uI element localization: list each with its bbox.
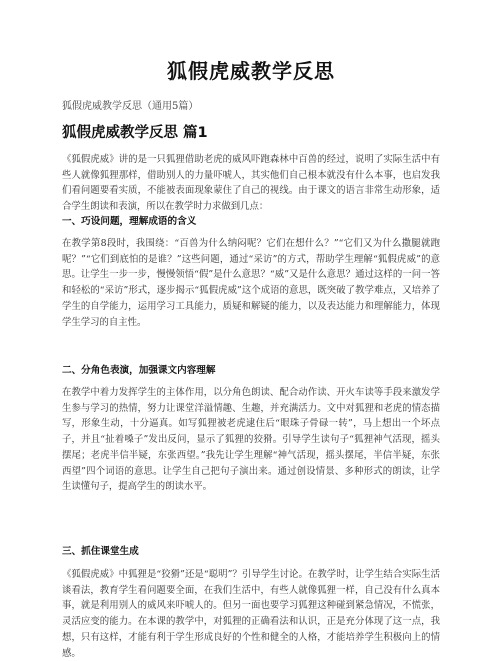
section-body-3: 《狐假虎威》中狐狸是“狡猾”还是“聪明”？引导学生讨论。在教学时，让学生结合实际生活谈看法，教育学生看问题要全面，在我们生活中，有些人就像狐狸一样，自己没有什么真本事，就是利用别人的威风来吓唬人的。但另一面也要学习狐狸这种碰到紧急情况，不慌张，灵活应变的能力。在本课的教学中，对狐狸的正确看法和认识，正是充分体现了这一点，我想，只有这样，才能有利于学生形成良好的个性和健全的人格，才能培养学生积极向上的情感。 xyxy=(62,569,440,659)
document-title: 狐假虎威教学反思 xyxy=(167,59,335,83)
intro-paragraph: 《狐假虎威》讲的是一只狐狸借助老虎的威风吓跑森林中百兽的经过，说明了实际生活中有些人就像狐狸那样，借助别人的力量吓唬人，其实他们自己根本就没有什么本事，也启发我们看问题要看实质，不能被表面现象蒙住了自己的视线。由于课文的语言非常生动形象，适合学生朗读和表演，所以在教学时力求做到几点： xyxy=(62,154,440,213)
section-body-2: 在教学中着力发挥学生的主体作用，以分角色朗读、配合动作读、开火车读等手段来激发学生参与学习的热情，努力让课堂洋溢情趣、生趣，并充满活力。文中对狐狸和老虎的情态描写，形象生动，十分逼真。如写狐狸被老虎逮住后“眼珠子骨碌一转”，马上想出一个坏点子，并且“扯着嗓子”发出反问，显示了狐狸的狡猾。引导学生读句子“狐狸神气活现，摇头摆尾；老虎半信半疑，东张西望。”我先让学生理解“神气活现，摇头摆尾，半信半疑，东张西望”四个词语的意思。让学生自己把句子演出来。通过创设情景、多种形式的朗读，让学生读懂句子，提高学生的朗读水平。 xyxy=(62,387,440,493)
document-subtitle: 狐假虎威教学反思（通用5篇） xyxy=(62,101,199,112)
section-heading-3: 三、抓住课堂生成 xyxy=(62,546,139,557)
section-body-1: 在教学第8段时，我围绕：“百兽为什么纳闷呢？它们在想什么？”“它们又为什么撒腿就跑呢？”“它们到底怕的是谁？”这些问题，通过“采访”的方式，帮助学生理解“狐假虎威”的意思。让学生一步一步，慢慢领悟“假”是什么意思？“威”又是什么意思？通过这样的一问一答和轻松的“采访”形式，逐步揭示“狐假虎威”这个成语的意思，既突破了教学难点，又培养了学生的自学能力，运用学习工具能力，质疑和解疑的能力，以及表达能力和理解能力，体现学生学习的自主性。 xyxy=(62,238,440,328)
article-title: 狐假虎威教学反思 篇1 xyxy=(62,125,208,141)
section-heading-1: 一、巧设问题，理解成语的含义 xyxy=(62,216,197,227)
section-heading-2: 二、分角色表演，加强课文内容理解 xyxy=(62,365,216,376)
